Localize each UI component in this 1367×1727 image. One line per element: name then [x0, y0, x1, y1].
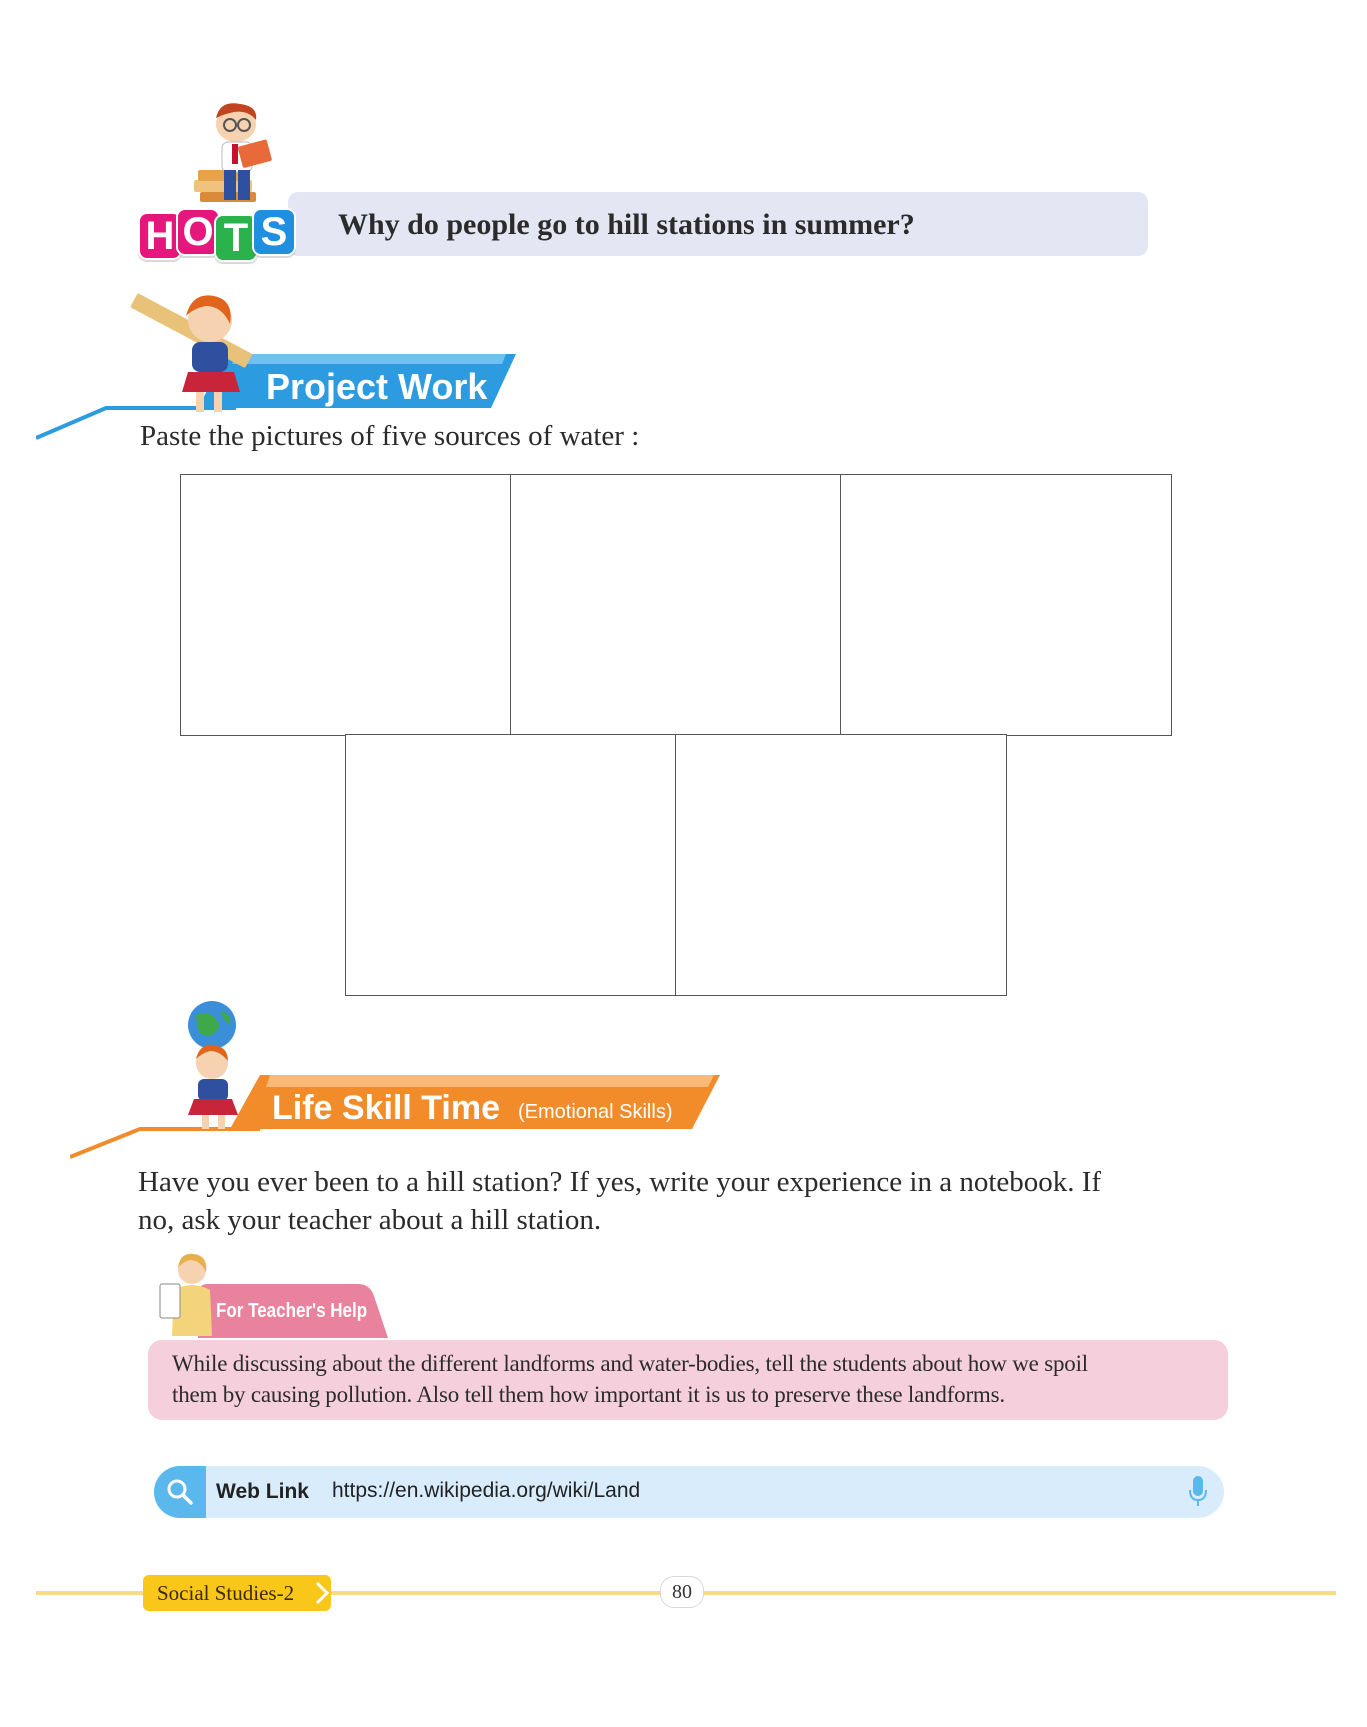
search-icon: [154, 1466, 206, 1518]
footer-book-name: Social Studies-2: [157, 1580, 295, 1605]
hots-question: Why do people go to hill stations in summer?: [338, 208, 915, 241]
picture-box-2[interactable]: [510, 474, 842, 736]
project-work-instruction: Paste the pictures of five sources of water :: [140, 420, 640, 452]
hots-letter-s: S: [252, 208, 296, 256]
teachers-help-section: [148, 1250, 1228, 1420]
page-number: 80: [660, 1576, 704, 1608]
life-skill-banner: [70, 1005, 750, 1165]
hots-letter-o: O: [176, 208, 220, 256]
teachers-help-line-1: While discussing about the different landforms and water-bodies, tell the students about how we spoil: [172, 1351, 1088, 1376]
picture-box-5[interactable]: [675, 734, 1007, 996]
web-link-bar[interactable]: [154, 1466, 1224, 1518]
girl-with-ruler-icon: [126, 290, 266, 420]
teachers-help-label: For Teacher's Help: [216, 1300, 368, 1322]
footer-book-tag: [143, 1575, 331, 1611]
web-link-url[interactable]: https://en.wikipedia.org/wiki/Land: [332, 1479, 641, 1502]
hots-section: [138, 100, 1158, 265]
picture-box-1[interactable]: [180, 474, 512, 736]
teachers-help-line-2: them by causing pollution. Also tell them how important it is us to preserve these landforms.: [172, 1382, 1005, 1407]
hots-letter-h: H: [138, 212, 182, 260]
life-skill-prompt-line-2: no, ask your teacher about a hill station.: [138, 1204, 602, 1236]
girl-with-globe-icon: [158, 999, 268, 1131]
life-skill-title: Life Skill Time: [272, 1089, 501, 1127]
teacher-icon: [156, 1250, 220, 1340]
chevron-right-icon: [311, 1579, 333, 1607]
picture-box-4[interactable]: [345, 734, 677, 996]
web-link-label: Web Link: [216, 1480, 309, 1503]
life-skill-prompt-line-1: Have you ever been to a hill station? If yes, write your experience in a notebook. If: [138, 1166, 1102, 1198]
picture-box-3[interactable]: [840, 474, 1172, 736]
microphone-icon[interactable]: [1188, 1476, 1208, 1508]
hots-letter-t: T: [214, 214, 258, 262]
reading-boy-icon: [190, 100, 290, 212]
project-work-title: Project Work: [266, 366, 488, 407]
life-skill-subtitle: (Emotional Skills): [518, 1101, 673, 1123]
hots-logo: [138, 204, 308, 262]
teachers-help-text: [172, 1348, 1222, 1410]
